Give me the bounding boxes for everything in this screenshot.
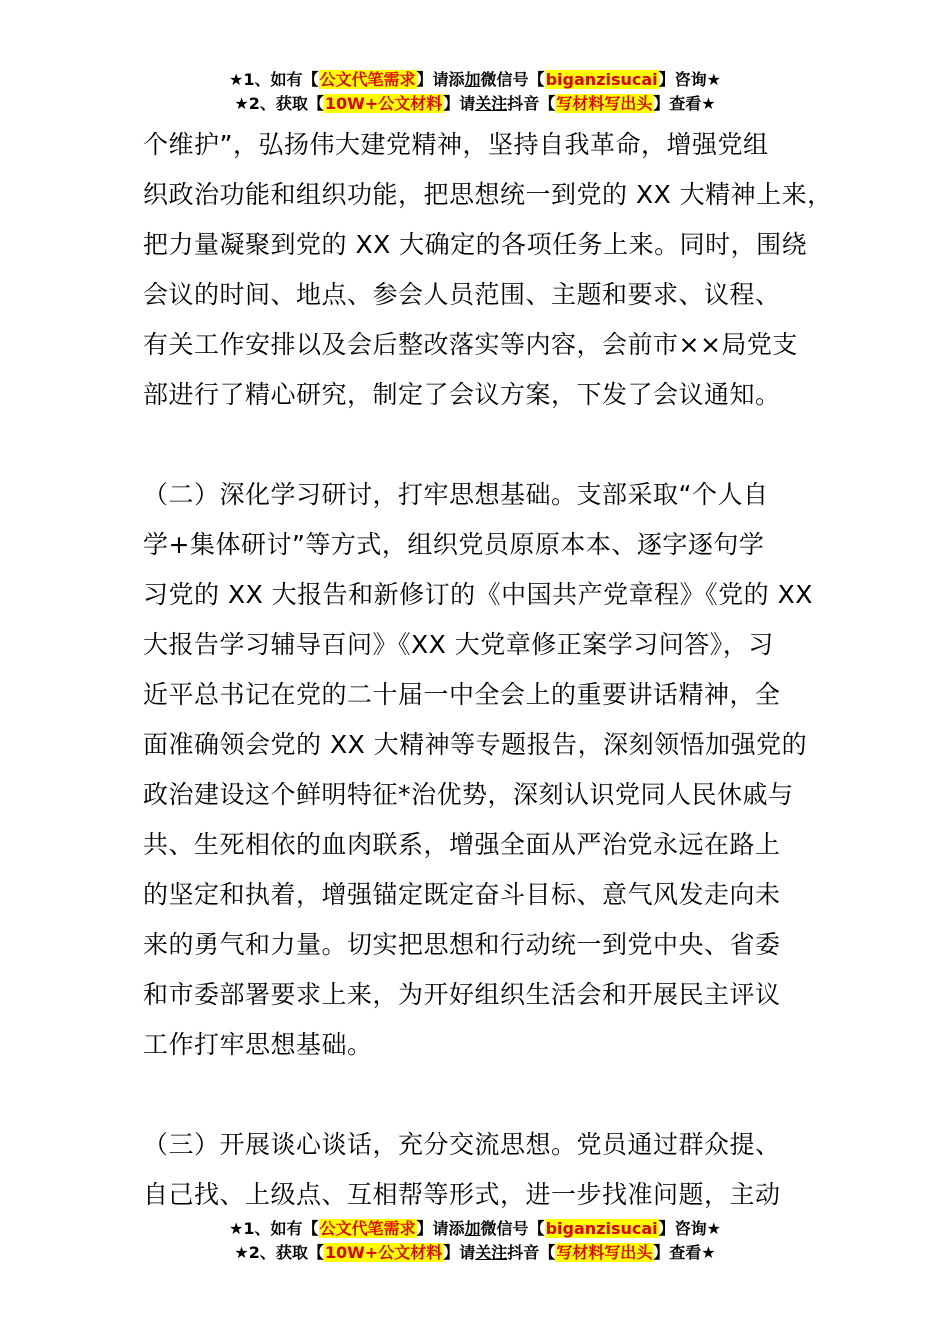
banner-text: 抖音【 <box>507 94 556 113</box>
banner-line-1 <box>0 68 950 92</box>
banner-underlined-text: 关注 <box>475 1243 508 1262</box>
banner-text: ★1、如有【 <box>229 70 319 89</box>
text-line: 大报告学习辅导百问》《XX 大党章修正案学习问答》，习 <box>143 630 774 659</box>
banner-underlined-text: 加 <box>464 70 481 89</box>
document-body <box>143 120 843 1220</box>
banner-text: 】查看★ <box>653 94 716 113</box>
paragraph-3 <box>143 1120 843 1220</box>
banner-underlined-text: 关注 <box>475 94 508 113</box>
text-line: 织政治功能和组织功能，把思想统一到党的 XX 大精神上来， <box>143 180 833 209</box>
text-line: 政治建设这个鲜明特征*治优势，深刻认识党同人民休戚与 <box>143 780 794 809</box>
paragraph-spacer <box>143 420 843 470</box>
banner-highlight: 写材料写出头 <box>556 1243 653 1262</box>
banner-highlight: 公文代笔需求 <box>319 1219 416 1238</box>
text-line: 的坚定和执着，增强锚定既定奋斗目标、意气风发走向未 <box>143 880 781 909</box>
banner-highlight: 10W+公文材料 <box>324 1243 443 1262</box>
text-line: 有关工作安排以及会后整改落实等内容，会前市××局党支 <box>143 330 798 359</box>
banner-text: 】咨询★ <box>658 70 721 89</box>
text-line: 把力量凝聚到党的 XX 大确定的各项任务上来。同时，围绕 <box>143 230 808 259</box>
footer-banner <box>0 1217 950 1265</box>
text-line: 习党的 XX 大报告和新修订的《中国共产党章程》《党的 XX <box>143 580 813 609</box>
banner-line-2 <box>0 92 950 116</box>
banner-highlight: 10W+公文材料 <box>324 94 443 113</box>
text-line: （二）深化学习研讨，打牢思想基础。支部采取“个人自 <box>143 480 769 509</box>
paragraph-2 <box>143 470 843 1070</box>
text-line: 近平总书记在党的二十届一中全会上的重要讲话精神，全 <box>143 680 781 709</box>
header-banner <box>0 68 950 116</box>
banner-text: 】请添 <box>416 70 465 89</box>
banner-text: 】查看★ <box>653 1243 716 1262</box>
banner-text: ★1、如有【 <box>229 1219 319 1238</box>
banner-highlight: biganzisucai <box>545 70 658 89</box>
text-line: 工作打牢思想基础。 <box>143 1030 373 1059</box>
text-line: （三）开展谈心谈话，充分交流思想。党员通过群众提、 <box>143 1130 781 1159</box>
text-line: 自己找、上级点、互相帮等形式，进一步找准问题，主动 <box>143 1180 781 1209</box>
banner-text: 】咨询★ <box>658 1219 721 1238</box>
banner-text: 微信号【 <box>480 70 545 89</box>
banner-text: 】请 <box>443 94 476 113</box>
text-line: 部进行了精心研究，制定了会议方案，下发了会议通知。 <box>143 380 781 409</box>
text-line: 个维护”，弘扬伟大建党精神，坚持自我革命，增强党组 <box>143 130 769 159</box>
banner-text: 】请添 <box>416 1219 465 1238</box>
text-line: 共、生死相依的血肉联系，增强全面从严治党永远在路上 <box>143 830 781 859</box>
banner-line-1 <box>0 1217 950 1241</box>
banner-text: 微信号【 <box>480 1219 545 1238</box>
banner-highlight: 公文代笔需求 <box>319 70 416 89</box>
banner-underlined-text: 加 <box>464 1219 481 1238</box>
text-line: 学+集体研讨”等方式，组织党员原原本本、逐字逐句学 <box>143 530 765 559</box>
banner-text: ★2、获取【 <box>234 94 324 113</box>
banner-text: 抖音【 <box>507 1243 556 1262</box>
banner-highlight: 写材料写出头 <box>556 94 653 113</box>
banner-line-2 <box>0 1241 950 1265</box>
banner-text: 】请 <box>443 1243 476 1262</box>
banner-highlight: biganzisucai <box>545 1219 658 1238</box>
text-line: 面准确领会党的 XX 大精神等专题报告，深刻领悟加强党的 <box>143 730 808 759</box>
paragraph-1 <box>143 120 843 420</box>
paragraph-spacer <box>143 1070 843 1120</box>
text-line: 和市委部署要求上来，为开好组织生活会和开展民主评议 <box>143 980 781 1009</box>
text-line: 会议的时间、地点、参会人员范围、主题和要求、议程、 <box>143 280 781 309</box>
banner-text: ★2、获取【 <box>234 1243 324 1262</box>
text-line: 来的勇气和力量。切实把思想和行动统一到党中央、省委 <box>143 930 781 959</box>
